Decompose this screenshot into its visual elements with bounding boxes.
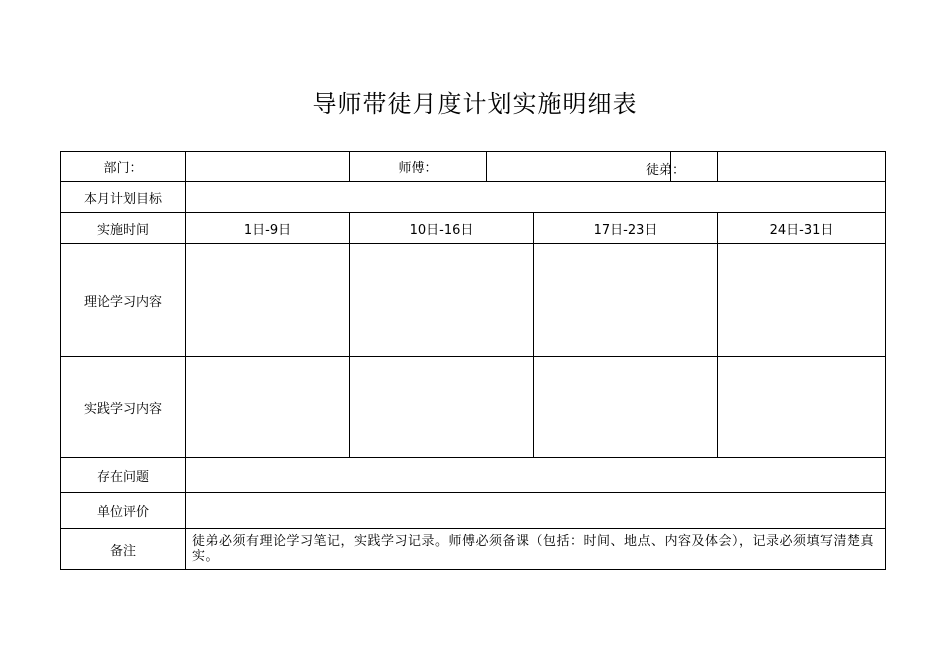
schedule-label: 实施时间: [96, 222, 149, 238]
goal-row: [61, 182, 886, 213]
theory-label: 理论学习内容: [83, 294, 162, 310]
department-field[interactable]: [186, 152, 350, 182]
practice-cell-3[interactable]: [534, 357, 718, 458]
theory-label-cell: [61, 244, 186, 357]
evaluation-row: [61, 493, 886, 529]
schedule-label-cell: [61, 213, 186, 244]
issues-label-cell: [61, 458, 186, 493]
theory-cell-3[interactable]: [534, 244, 718, 357]
evaluation-label: 单位评价: [96, 505, 149, 520]
mentor-field[interactable]: [487, 152, 671, 182]
goal-label-cell: [61, 182, 186, 213]
period-3: 17日-23日: [534, 213, 718, 244]
page-title: 导师带徒月度计划实施明细表: [312, 90, 638, 118]
theory-row: [61, 244, 886, 357]
plan-table: [60, 151, 886, 570]
apprentice-label: 徒弟：: [646, 163, 686, 178]
period-2: 10日-16日: [350, 213, 534, 244]
theory-cell-2[interactable]: [350, 244, 534, 357]
goal-label: 本月计划目标: [83, 191, 162, 207]
remarks-label-cell: [61, 529, 186, 570]
remarks-label: 备注: [109, 543, 136, 559]
evaluation-field[interactable]: [186, 493, 886, 529]
evaluation-label-cell: [61, 493, 186, 529]
issues-row: [61, 458, 886, 493]
mentor-label-cell: [350, 152, 487, 182]
practice-cell-1[interactable]: [186, 357, 350, 458]
period-4: 24日-31日: [718, 213, 886, 244]
remarks-row: [61, 529, 886, 570]
goal-field[interactable]: [186, 182, 886, 213]
schedule-row: [61, 213, 886, 244]
practice-label-cell: [61, 357, 186, 458]
practice-row: [61, 357, 886, 458]
header-row: [61, 152, 886, 182]
period-1: 1日-9日: [186, 213, 350, 244]
mentor-label: 师傅：: [398, 161, 438, 176]
practice-cell-4[interactable]: [718, 357, 886, 458]
apprentice-field[interactable]: [646, 152, 886, 182]
issues-field[interactable]: [186, 458, 886, 493]
issues-label: 存在问题: [96, 469, 149, 485]
department-label: 部门：: [103, 161, 143, 176]
practice-cell-2[interactable]: [350, 357, 534, 458]
remarks-text: 徒弟必须有理论学习笔记，实践学习记录。师傅必须备课（包括：时间、地点、内容及体会），记录必须填写清楚真实。: [186, 529, 886, 570]
department-label-cell: [61, 152, 186, 182]
theory-cell-4[interactable]: [718, 244, 886, 357]
practice-label: 实践学习内容: [83, 401, 162, 417]
theory-cell-1[interactable]: [186, 244, 350, 357]
